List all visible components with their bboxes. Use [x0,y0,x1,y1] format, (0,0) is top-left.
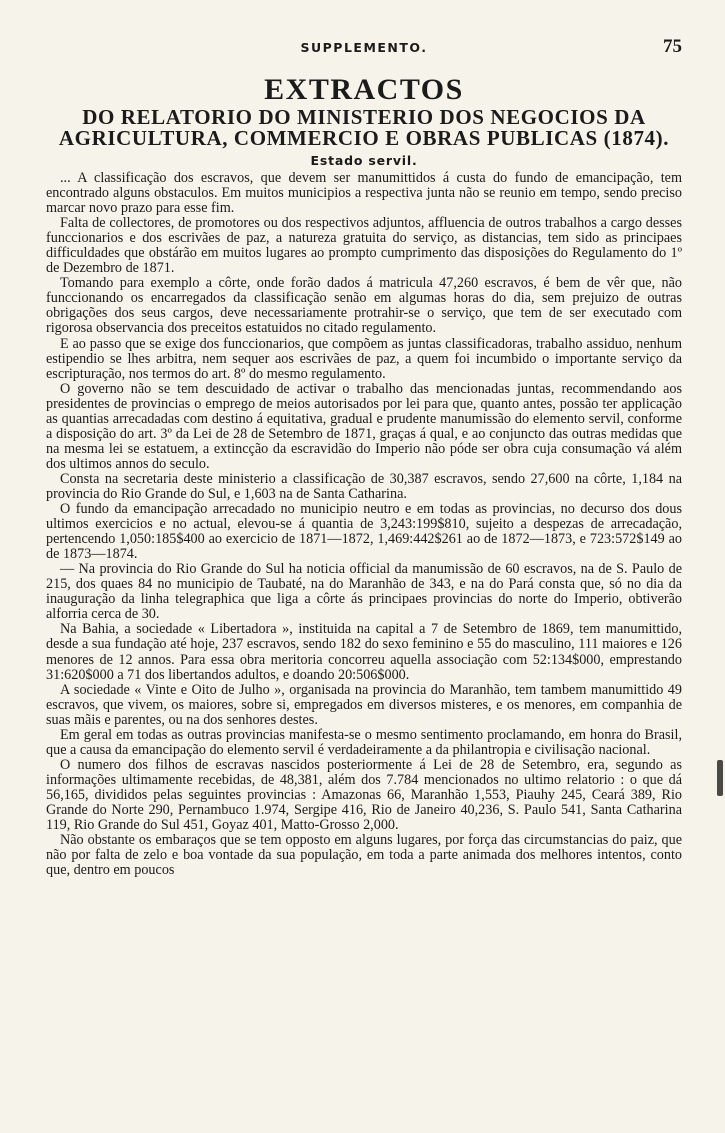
paragraph: Falta de collectores, de promotores ou dos respectivos adjuntos, affluencia de outros trabalhos a cargo desses funccionarios e dos escrivães de paz, a natureza gratuita do serviço, as distancias, tem sido as principaes difficuldades que obstárão em muitos lugares ao prompto cumprimento das disposições do Regulamento do 1º de Dezembro de 1871. [46,215,682,277]
paragraph: ... A classificação dos escravos, que devem ser manumittidos á custa do fundo de emancipação, tem encontrado alguns obstaculos. Em muitos municipios a respectiva junta não se reunio em tempo, sendo preciso marcar novo prazo para esse fim. [46,170,682,217]
subtitle-line-1: DO RELATORIO DO MINISTERIO DOS NEGOCIOS DA [82,105,646,129]
subtitle [46,107,682,149]
paragraph: Tomando para exemplo a côrte, onde forão dados á matricula 47,260 escravos, é bem de vêr que, não funccionando os encarregados da classificação senão em algumas horas do dia, sem prejuizo de outras obrigações dos seus cargos, deve necessariamente protrahir-se o serviço, que tem de ser executado com rigorosa observancia dos preceitos estatuidos no citado regulamento. [46,275,682,337]
page-number: 75 [663,36,682,57]
paragraph: Na Bahia, a sociedade « Libertadora », instituida na capital a 7 de Setembro de 1869, tem manumittido, desde a sua fundação até hoje, 237 escravos, sendo 182 do sexo feminino e 55 do masculino, 111 maiores e 126 menores de 12 annos. Para essa obra meritoria concorreu aquella associação com 52:134$000, emprestando 31:620$000 a 71 dos libertandos adultos, e doando 20:506$000. [46,621,682,683]
running-head [46,36,682,60]
running-title: SUPPLEMENTO. [300,40,428,55]
paragraph: E ao passo que se exige dos funccionarios, que compõem as juntas classificadoras, trabalho assiduo, nenhum estipendio se lhes arbitra, nem sequer aos escrivães de paz, a quem foi incumbido o importante serviço da escripturação, nos termos do art. 8º do mesmo regulamento. [46,335,682,382]
body-text [46,171,682,878]
paragraph: A sociedade « Vinte e Oito de Julho », organisada na provincia do Maranhão, tem tambem manumittido 49 escravos, que vivem, os maiores, sobre si, empregados em diversos misteres, e os menores, em companhia de suas mãis e parentes, ou na dos senhores destes. [46,681,682,728]
margin-ink-mark [717,760,723,796]
paragraph: O fundo da emancipação arrecadado no municipio neutro e em todas as provincias, no decurso dos dous ultimos exercicios e no actual, elevou-se á quantia de 3,243:199$810, sujeito a despezas de arrecadação, pertencendo 1,050:185$400 ao exercicio de 1871—1872, 1,469:442$261 ao de 1872—1873, e 723:572$149 ao de 1873—1874. [46,501,682,563]
paragraph: Não obstante os embaraços que se tem opposto em alguns lugares, por força das circumstancias do paiz, que não por falta de zelo e boa vontade da sua população, em toda a parte animada dos melhores intentos, conto que, dentro em poucos [46,832,682,879]
paragraph: Consta na secretaria deste ministerio a classificação de 30,387 escravos, sendo 27,600 na côrte, 1,184 na provincia do Rio Grande do Sul, e 1,603 na de Santa Catharina. [46,470,682,502]
main-title: EXTRACTOS [264,73,464,106]
section-heading: Estado servil. [310,153,418,168]
paragraph: Em geral em todas as outras provincias manifesta-se o mesmo sentimento proclamando, em honra do Brasil, que a causa da emancipação do elemento servil é verdadeiramente a da philantropia e civilisação nacional. [46,726,682,758]
paragraph: O numero dos filhos de escravas nascidos posteriormente á Lei de 28 de Setembro, era, segundo as informações ultimamente recebidas, de 48,381, além dos 7.784 mencionados no ultimo relatorio : o que dá 56,165, divididos pelas seguintes provincias : Amazonas 66, Maranhão 1,553, Piauhy 245, Ceará 389, Rio Grande do Norte 290, Pernambuco 1.974, Sergipe 416, Rio de Janeiro 40,236, S. Paulo 541, Santa Catharina 119, Rio Grande do Sul 451, Goyaz 401, Matto-Grosso 2,000. [46,756,682,834]
paragraph: O governo não se tem descuidado de activar o trabalho das mencionadas juntas, recommendando aos presidentes de provincias o emprego de meios autorisados por lei para que, quanto antes, possão ter applicação as quantias arrecadadas com destino á equitativa, gradual e prudente manumissão do elemento servil, conforme a disposição do art. 3º da Lei de 28 de Setembro de 1871, graças á qual, e ao conjuncto das outras medidas que na mesma lei se estatuem, a extincção da escravidão do Imperio não póde ser obra cuja consumação vá além dos ultimos annos do seculo. [46,380,682,472]
paragraph: — Na provincia do Rio Grande do Sul ha noticia official da manumissão de 60 escravos, na de S. Paulo de 215, dos quaes 84 no municipio de Taubaté, na do Maranhão de 343, e na do Pará consta que, só no dia da inauguração da linha telegraphica que liga a côrte ás principaes provincias do norte do Imperio, obtiverão alforria cerca de 30. [46,561,682,623]
subtitle-line-2: AGRICULTURA, COMMERCIO E OBRAS PUBLICAS (1874). [58,126,670,150]
